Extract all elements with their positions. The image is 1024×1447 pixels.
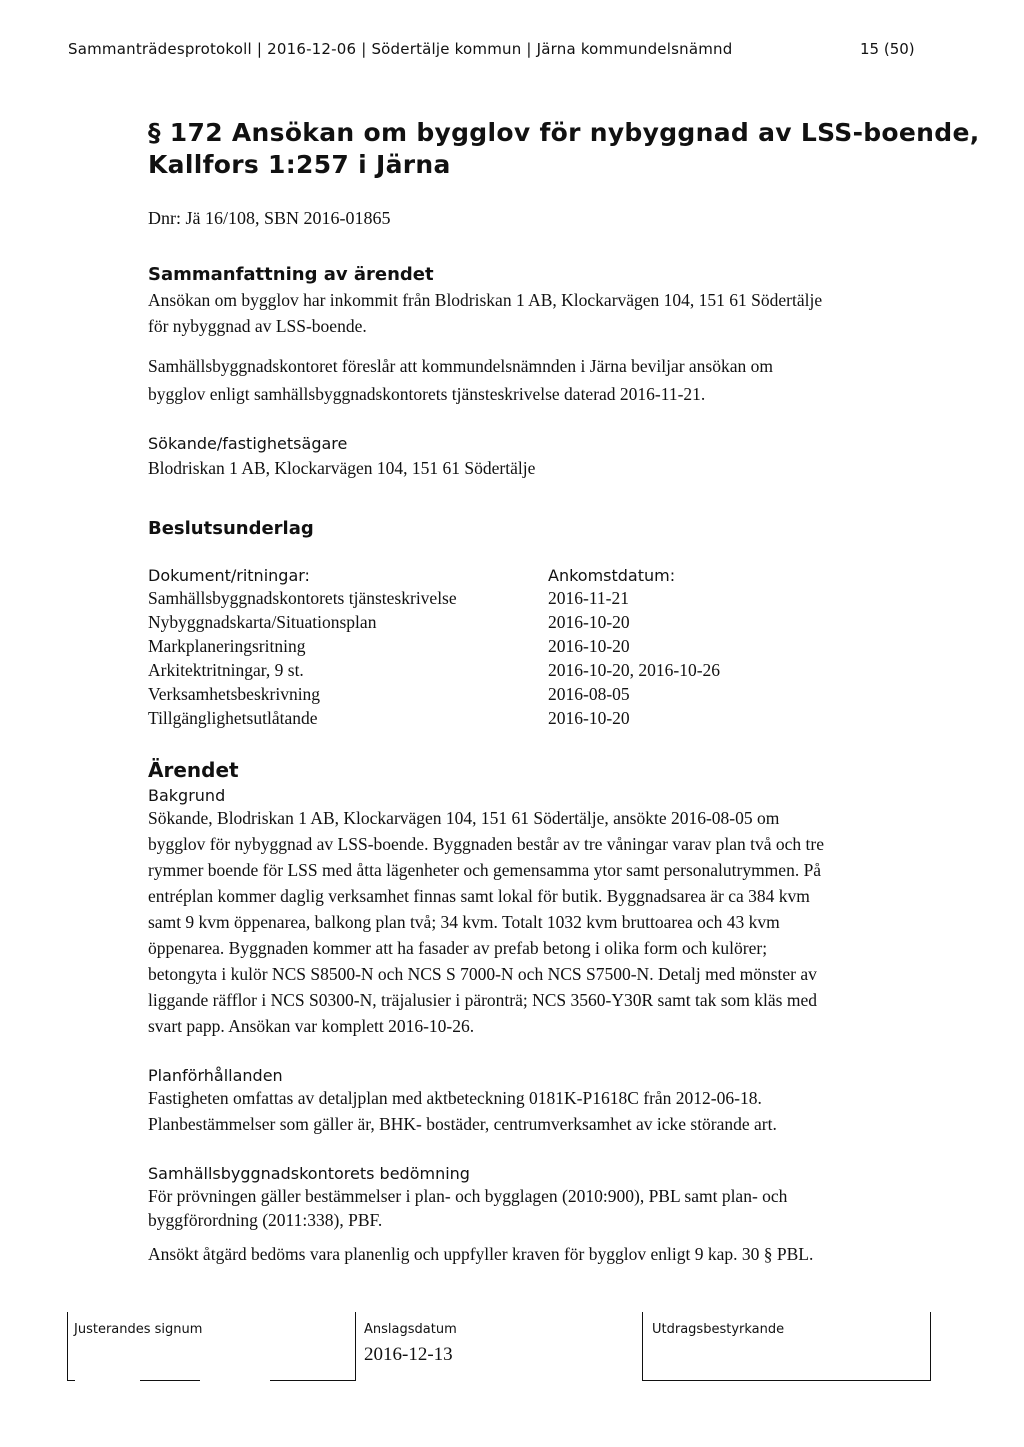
proposal-line: bygglov enligt samhällsbyggnadskontorets tjänsteskrivelse daterad 2016-11-21. [148, 384, 706, 404]
arrival-date-column-header: Ankomstdatum: [548, 566, 676, 585]
document-date: 2016-10-20 [548, 636, 630, 656]
document-date: 2016-10-20, 2016-10-26 [548, 660, 721, 680]
summary-line: Ansökan om bygglov har inkommit från Blodriskan 1 AB, Klockarvägen 104, 151 61 Södertälje [148, 290, 823, 310]
document-name: Arkitektritningar, 9 st. [148, 660, 304, 680]
anslagsdatum-label: Anslagsdatum [364, 1322, 457, 1337]
page-header: Sammanträdesprotokoll | 2016-12-06 | Södertälje kommun | Järna kommundelsnämnd [68, 40, 733, 58]
document-name: Tillgänglighetsutlåtande [148, 708, 318, 728]
summary-line: för nybyggnad av LSS-boende. [148, 316, 367, 336]
background-line: rymmer boende för LSS med åtta lägenheter och gemensamma ytor samt personalutrymmen. På [148, 860, 822, 880]
justerandes-signum-label: Justerandes signum [74, 1322, 203, 1337]
footer-underline [270, 1380, 356, 1381]
plan-line: Planbestämmelser som gäller är, BHK- bostäder, centrumverksamhet av icke störande art. [148, 1114, 777, 1134]
background-line: bygglov för nybyggnad av LSS-boende. Byggnaden består av tre våningar varav plan två och tre [148, 834, 824, 854]
footer-divider [642, 1312, 643, 1380]
applicant-text: Blodriskan 1 AB, Klockarvägen 104, 151 61 Södertälje [148, 458, 536, 478]
background-line: samt 9 kvm öppenarea, balkong plan två; 34 kvm. Totalt 1032 kvm bruttoarea och 43 kvm [148, 912, 780, 932]
utdragsbestyrkande-label: Utdragsbestyrkande [652, 1322, 785, 1337]
footer-divider [355, 1312, 356, 1380]
plan-line: Fastigheten omfattas av detaljplan med aktbeteckning 0181K-P1618C från 2012-06-18. [148, 1088, 762, 1108]
section-title-line1: § 172 Ansökan om bygglov för nybyggnad av LSS-boende, [148, 118, 980, 147]
document-name: Samhällsbyggnadskontorets tjänsteskrivelse [148, 588, 457, 608]
footer-underline [67, 1380, 75, 1381]
document-date: 2016-08-05 [548, 684, 630, 704]
assessment-line: byggförordning (2011:338), PBF. [148, 1210, 383, 1230]
proposal-line: Samhällsbyggnadskontoret föreslår att kommundelsnämnden i Järna beviljar ansökan om [148, 356, 773, 376]
page-number: 15 (50) [860, 40, 915, 58]
document-name: Nybyggnadskarta/Situationsplan [148, 612, 377, 632]
decision-basis-heading: Beslutsunderlag [148, 518, 314, 539]
document-name: Markplaneringsritning [148, 636, 306, 656]
document-name: Verksamhetsbeskrivning [148, 684, 321, 704]
section-title-line2: Kallfors 1:257 i Järna [148, 150, 451, 179]
background-line: entréplan kommer daglig verksamhet finnas samt lokal för butik. Byggnadsarea är ca 384 kvm [148, 886, 810, 906]
conclusion-text: Ansökt åtgärd bedöms vara planenlig och uppfyller kraven för bygglov enligt 9 kap. 30 § PBL. [148, 1244, 814, 1264]
document-date: 2016-10-20 [548, 708, 630, 728]
footer-divider [67, 1312, 68, 1380]
document-date: 2016-11-21 [548, 588, 630, 608]
summary-heading: Sammanfattning av ärendet [148, 264, 434, 285]
documents-column-header: Dokument/ritningar: [148, 566, 310, 585]
footer-divider [930, 1312, 931, 1380]
applicant-heading: Sökande/fastighetsägare [148, 434, 348, 453]
assessment-heading: Samhällsbyggnadskontorets bedömning [148, 1164, 470, 1183]
background-line: betongyta i kulör NCS S8500-N och NCS S 7000-N och NCS S7500-N. Detalj med mönster av [148, 964, 817, 984]
case-number: Dnr: Jä 16/108, SBN 2016-01865 [148, 208, 391, 228]
footer-underline [140, 1380, 200, 1381]
background-heading: Bakgrund [148, 786, 226, 805]
plan-heading: Planförhållanden [148, 1066, 283, 1085]
footer-underline [642, 1380, 931, 1381]
background-line: öppenarea. Byggnaden kommer att ha fasader av prefab betong i olika form och kulörer; [148, 938, 768, 958]
anslagsdatum-value: 2016-12-13 [364, 1344, 453, 1365]
background-line: svart papp. Ansökan var komplett 2016-10-26. [148, 1016, 475, 1036]
document-date: 2016-10-20 [548, 612, 630, 632]
assessment-line: För prövningen gäller bestämmelser i plan- och bygglagen (2010:900), PBL samt plan- och [148, 1186, 788, 1206]
background-line: liggande räfflor i NCS S0300-N, träjalusier i päronträ; NCS 3560-Y30R samt tak som kläs med [148, 990, 817, 1010]
background-line: Sökande, Blodriskan 1 AB, Klockarvägen 104, 151 61 Södertälje, ansökte 2016-08-05 om [148, 808, 780, 828]
matter-heading: Ärendet [148, 758, 239, 782]
